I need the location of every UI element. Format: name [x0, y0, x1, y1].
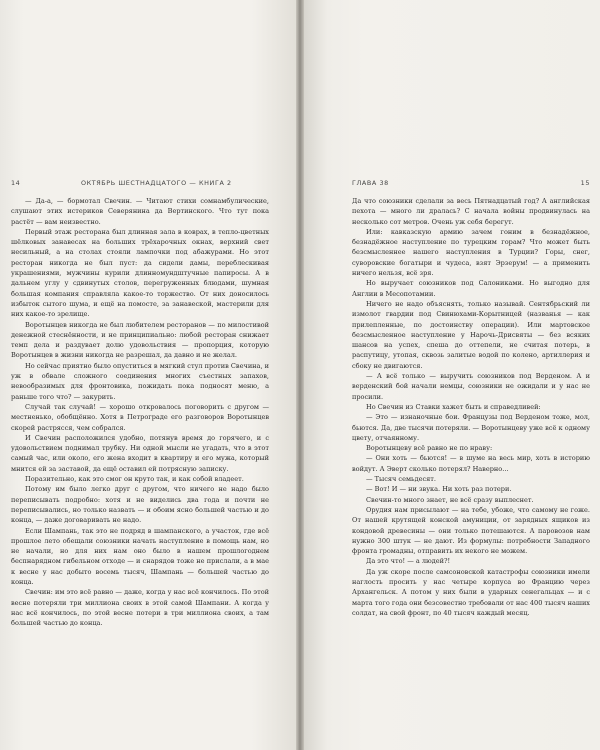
paragraph: Орудия нам присылают — на тебе, убоже, что самому не гоже. От нашей крутящей конской амуниции, от зарядных ящиков из кондовой древесины — они только потешаются. А паровозов нам нужно 300 штук — не дают. Из формулы: потребности Западного фронта громадны, отправить их некого не можем. [352, 505, 590, 556]
paragraph: Да это что! — а людей?! [366, 557, 451, 566]
left-header [11, 179, 269, 191]
right-header [352, 179, 590, 191]
left-running-head: ОКТЯБРЬ ШЕСТНАДЦАТОГО — КНИГА 2 [81, 179, 232, 187]
paragraph: Да что союзники сделали за весь Пятнадцатый год? А английская пехота — много ли дралась? С начала войны продвинулась на несколько сот метров. Очень уж себя берегут. [352, 197, 590, 226]
left-body-text [11, 196, 269, 628]
paragraph: Свечин: им это всё равно — даже, когда у нас всё кончилось. По этой весне потеряли три миллиона своих в этой самой Шампани. А когда у нас всё кончилось, по этой весне потери в три миллиона своих, а там большей частью до конца. [11, 588, 269, 628]
paragraph: Но Свечин из Ставки хажет быть и справедливей: [366, 402, 541, 411]
left-page [0, 0, 296, 750]
paragraph: — Они хоть — бьются! — в шуме на весь мир, хоть в историю войдут. А Эверт сколько потерял? Наверно... [352, 454, 590, 473]
paragraph: Если Шампань, так это не подряд в шампанского, а участок, где всё прошлое лето обещали союзники начать наступление в помощь нам, но не начали, но для них нам оно было в нашем прошлогоднем беспнарядном гибельном отходе — и снарядов тоже не прислали, а в мае к весне у нас добыто восемь тысяч, Шампань — большей частью до конца. [11, 526, 269, 586]
paragraph: Свечин-то много знает, не всё сразу выплеснет. [366, 495, 534, 504]
paragraph: Ничего не надо объяснять, только называй. Сентябрьский ли измолот гвардии под Свинюхами-Корытницей (названья — как прилепленные, по достоинству операции). Или мартовское безсмысленное наступление у Нарочь-Дрисвяты — без всяких шансов на успех, спеша до оттепели, не считая потерь, в распутицу, утопая, сквозь залитые водой по колено, артиллерия и сбоку не двигаются. [352, 299, 590, 370]
paragraph: Случай так случай! — хорошо откровалось поговорить с другом — местненько, обобщённо. Хотя в Петрограде его разговоров Воротынцев скорей растрясся, чем собрался. [11, 402, 269, 432]
right-page [304, 0, 600, 750]
right-page-number: 15 [580, 179, 590, 187]
paragraph: Или: кавказскую армию зачем гоним в безнадёжное, безнадёжное наступление по турецким горам? Что может быть безсмысленнее нашего наступления в Турции? Горы, снег, суворовские богатыри и чудеса, взят Эрзерум! — а применить ничего нельзя, всё зря. [352, 227, 590, 278]
paragraph: — Да-а, — бормотал Свечин. — Читают стихи сомнамбулические, слушают этих истериков Северянина да Вертинского. Что тут пока растёт — вам неизвестно. [11, 197, 269, 226]
paragraph: — Вот! И — ни звука. Ни хоть раз потери. [366, 485, 512, 494]
paragraph: Но выручает союзников под Салониками. Но выгодно для Англии в Месопотамии. [352, 279, 590, 298]
right-running-head: ГЛАВА 38 [352, 179, 389, 187]
paragraph: Да уж скоре после самсоновской катастрофы союзники имели наглость просить у нас четыре корпуса во Францию через Архангельск. А потом у них были в ударных сенегальцах — и с марта того года они безсовестно требовали от нас 400 тысяч наших солдат, на свой фронт, по 40 тысяч каждый месяц. [352, 567, 590, 617]
paragraph: — Это — изнаночные бои. Французы под Верденом тоже, мол, бьются. Да, две тысячи потеряли. — Воротынцеву уже всё к одному цвету, отчаянному. [352, 413, 590, 442]
paragraph: И Свечин расположился удобно, потянув время до горячего, и с удовольствием поднимал трубку. Ни одной мысли не угадать, что в этот самый час, или около, его жена входит в квартиру и его мужа, который мнится ей за заставой, да ещё оставил ей потрясную записку. [11, 433, 269, 473]
left-page-number: 14 [11, 179, 21, 187]
paragraph: Потому им было легко друг с другом, что ничего не надо было переписывать подробно: хотя и не виделись два года и почти не переписывались, но только назвать — и обоим ясно большей частью и до конца, — даже договаривать не надо. [11, 485, 269, 525]
paragraph: — А всё только — выручить союзников под Верденом. А и верденский бой начали немцы, союзники не ожидали и у нас не просили. [352, 372, 590, 401]
paragraph: — Тысяч семьдесят. [366, 475, 437, 484]
book-gutter [296, 0, 304, 750]
paragraph: Но сейчас приятно было опуститься в мягкий стул против Свечина, и уж в обвале сложного соединения многих съестных запахов, невообразимых для фронтовика, пожидать пока подносят меню, а раньше того что? — закурить. [11, 361, 269, 401]
paragraph: Первый этаж ресторана был длинная зала в коврах, в тепло-цветных шёлковых занавесах на больших трёхарочных окнах, верхний свет несильный, а на столах стояли лампочки под абажурами. Но этот ресторан никогда не был пуст: да сидели дамы, переблескивая украшениями, мужчины курили длинномундштучные папиросы. А в дальнем углу у сдвинутых столов, перегруженных блюдами, шумная большая компания справляла какое-то торжество. От них доносилось избыток сытого шума, и ещё на помосте, за занавеской, мастерили для них какое-то зрелище. [11, 227, 269, 319]
paragraph: Воротынцев никогда не был любителем ресторанов — по милостивой денежной стеснённости, и не принципиально: любой ресторан снижает темп дела и раздувает долю удовольствия — пропорция, которую Воротынцев в жизни никогда не разрешал, да давно и не желал. [11, 320, 269, 360]
paragraph: Воротынцеву всё равно не по нраву: [366, 444, 493, 453]
paragraph: Поразительно, как это смог он круто так, и как собой владеет. [25, 475, 244, 484]
right-body-text [352, 196, 590, 618]
